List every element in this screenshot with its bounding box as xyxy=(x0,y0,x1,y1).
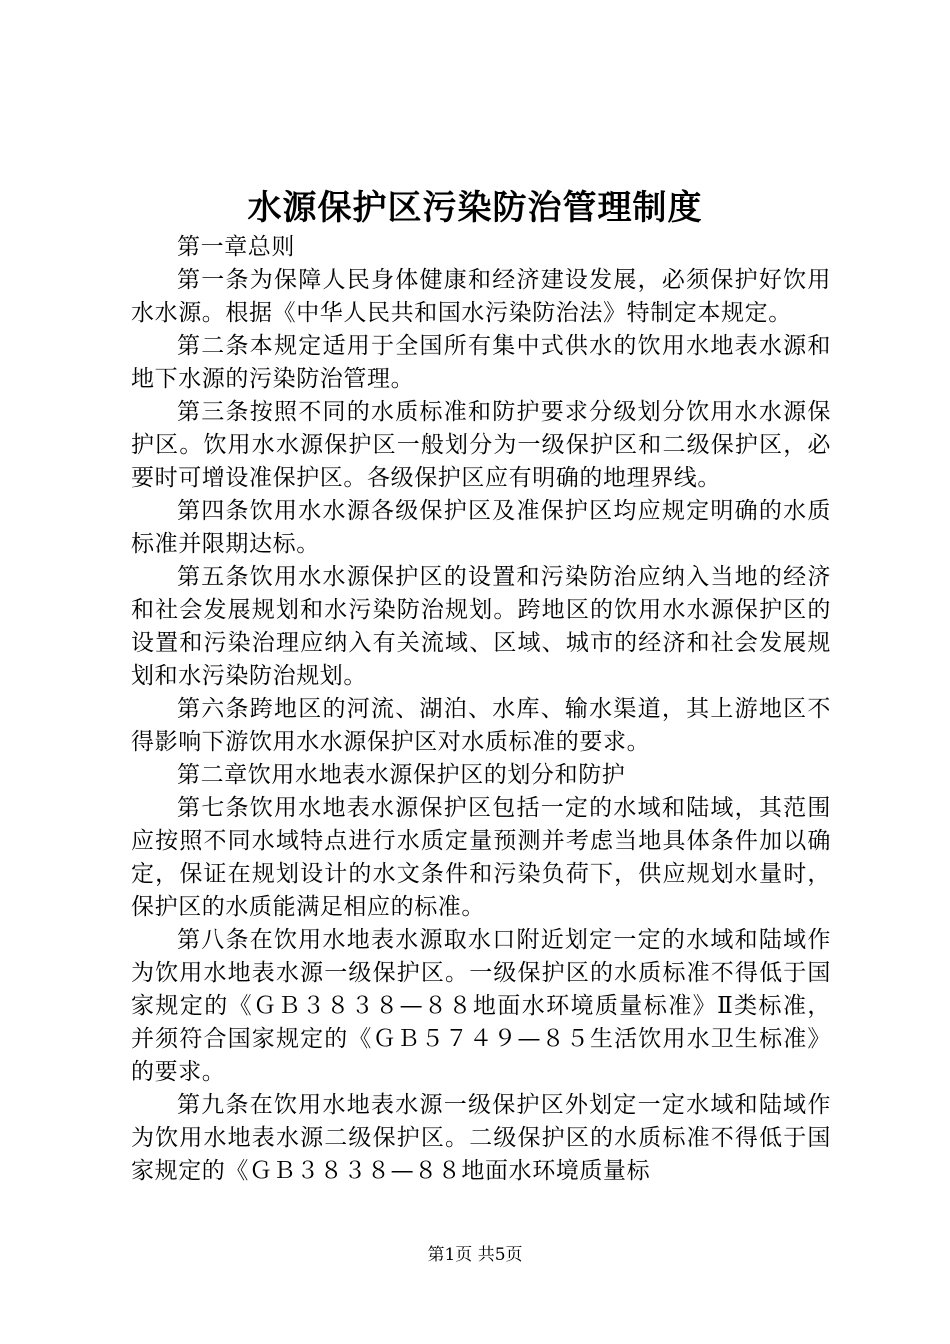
article-4: 第四条饮用水水源各级保护区及准保护区均应规定明确的水质标准并限期达标。 xyxy=(131,498,831,557)
page-number-footer: 第1页 共5页 xyxy=(427,1245,523,1265)
article-7: 第七条饮用水地表水源保护区包括一定的水域和陆域，其范围应按照不同水域特点进行水质定量预测并考虑当地具体条件加以确定，保证在规划设计的水文条件和污染负荷下，供应规划水量时，保护区的水质能满足相应的标准。 xyxy=(131,795,831,920)
article-6: 第六条跨地区的河流、湖泊、水库、输水渠道，其上游地区不得影响下游饮用水水源保护区对水质标准的要求。 xyxy=(131,696,831,755)
chapter-1-heading: 第一章总则 xyxy=(177,234,295,260)
chapter-2-heading: 第二章饮用水地表水源保护区的划分和防护 xyxy=(177,762,626,788)
article-8: 第八条在饮用水地表水源取水口附近划定一定的水域和陆域作为饮用水地表水源一级保护区。一级保护区的水质标准不得低于国家规定的《ＧＢ３８３８—８８地面水环境质量标准》Ⅱ类标准，并须符合国家规定的《ＧＢ５７４９—８５生活饮用水卫生标准》的要求。 xyxy=(131,927,831,1085)
document-title: 水源保护区污染防治管理制度 xyxy=(247,188,703,228)
article-9: 第九条在饮用水地表水源一级保护区外划定一定水域和陆域作为饮用水地表水源二级保护区。二级保护区的水质标准不得低于国家规定的《ＧＢ３８３８—８８地面水环境质量标 xyxy=(131,1092,831,1184)
article-1: 第一条为保障人民身体健康和经济建设发展，必须保护好饮用水水源。根据《中华人民共和国水污染防治法》特制定本规定。 xyxy=(131,267,831,326)
article-2: 第二条本规定适用于全国所有集中式供水的饮用水地表水源和地下水源的污染防治管理。 xyxy=(131,333,831,392)
article-3: 第三条按照不同的水质标准和防护要求分级划分饮用水水源保护区。饮用水水源保护区一般划分为一级保护区和二级保护区，必要时可增设准保护区。各级保护区应有明确的地理界线。 xyxy=(131,399,831,491)
document-body xyxy=(131,231,831,1188)
article-5: 第五条饮用水水源保护区的设置和污染防治应纳入当地的经济和社会发展规划和水污染防治规划。跨地区的饮用水水源保护区的设置和污染治理应纳入有关流域、区域、城市的经济和社会发展规划和水污染防治规划。 xyxy=(131,564,831,689)
